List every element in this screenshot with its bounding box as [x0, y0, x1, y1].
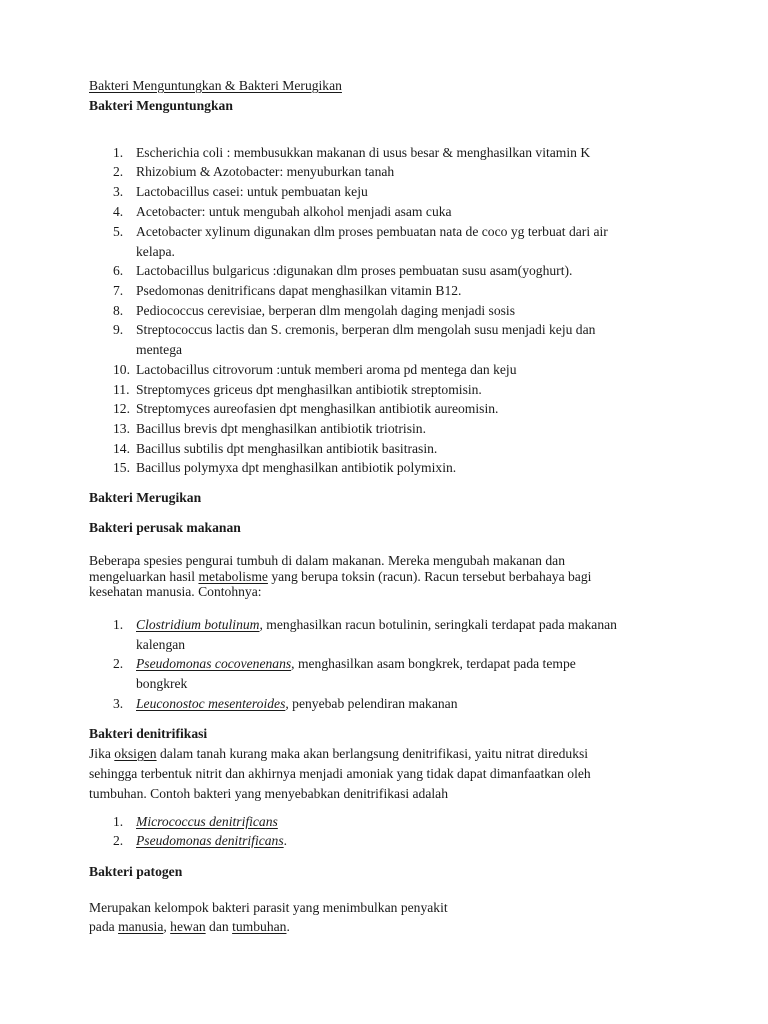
tumbuhan-link[interactable]: tumbuhan [232, 919, 287, 934]
document-title: Bakteri Menguntungkan & Bakteri Merugikan [89, 78, 342, 93]
list-item: 13. Bacillus brevis dpt menghasilkan antibiotik triotrisin. [113, 421, 426, 436]
paragraph-line: kesehatan manusia. Contohnya: [89, 584, 262, 599]
list-item: 11. Streptomyces griceus dpt menghasilkan antibiotik streptomisin. [113, 382, 482, 397]
hewan-link[interactable]: hewan [170, 919, 206, 934]
list-item-continuation: kelapa. [136, 244, 175, 259]
subheading-patogen: Bakteri patogen [89, 864, 183, 879]
oksigen-link[interactable]: oksigen [114, 746, 157, 761]
list-item: 14. Bacillus subtilis dpt menghasilkan antibiotik basitrasin. [113, 441, 438, 456]
paragraph-line: pada manusia, hewan dan tumbuhan. [89, 919, 290, 934]
list-item: 1. Micrococcus denitrificans [113, 814, 278, 829]
list-item: 4. Acetobacter: untuk mengubah alkohol menjadi asam cuka [113, 204, 452, 219]
section-heading-merugikan: Bakteri Merugikan [89, 490, 202, 505]
paragraph-line: sehingga terbentuk nitrit dan akhirnya menjadi amoniak yang tidak dapat dimanfaatkan oleh [89, 766, 591, 781]
subheading-denitrifikasi: Bakteri denitrifikasi [89, 726, 208, 741]
list-item-continuation: bongkrek [136, 676, 188, 691]
list-item: 15. Bacillus polymyxa dpt menghasilkan antibiotik polymixin. [113, 460, 457, 475]
paragraph-line: Merupakan kelompok bakteri parasit yang menimbulkan penyakit [89, 900, 448, 915]
paragraph-line: tumbuhan. Contoh bakteri yang menyebabkan denitrifikasi adalah [89, 786, 448, 801]
list-item: 10. Lactobacillus citrovorum :untuk memberi aroma pd mentega dan keju [113, 362, 517, 377]
list-item: 7. Psedomonas denitrificans dapat menghasilkan vitamin B12. [113, 283, 462, 298]
list-item: 3. Lactobacillus casei: untuk pembuatan keju [113, 184, 368, 199]
subheading-perusak-makanan: Bakteri perusak makanan [89, 520, 241, 535]
species-link[interactable]: Pseudomonas cocovenenans [136, 656, 292, 671]
list-item: 1. Escherichia coli : membusukkan makanan di usus besar & menghasilkan vitamin K [113, 145, 591, 160]
paragraph-line: mengeluarkan hasil metabolisme yang berupa toksin (racun). Racun tersebut berbahaya bagi [89, 569, 592, 584]
list-item: 8. Pediococcus cerevisiae, berperan dlm mengolah daging menjadi sosis [113, 303, 515, 318]
metabolisme-link[interactable]: metabolisme [198, 569, 268, 584]
species-link[interactable]: Leuconostoc mesenteroides [136, 696, 286, 711]
manusia-link[interactable]: manusia [118, 919, 164, 934]
species-link[interactable]: Pseudomonas denitrificans [136, 833, 284, 848]
species-link[interactable]: Clostridium botulinum [136, 617, 260, 632]
paragraph-line: Beberapa spesies pengurai tumbuh di dalam makanan. Mereka mengubah makanan dan [89, 553, 565, 568]
list-item: 2. Pseudomonas denitrificans. [113, 833, 288, 848]
list-item: 9. Streptococcus lactis dan S. cremonis, berperan dlm mengolah susu menjadi keju dan [113, 322, 596, 337]
list-item-continuation: kalengan [136, 637, 186, 652]
list-item: 5. Acetobacter xylinum digunakan dlm proses pembuatan nata de coco yg terbuat dari air [113, 224, 608, 239]
species-link[interactable]: Micrococcus denitrificans [136, 814, 278, 829]
list-item-continuation: mentega [136, 342, 183, 357]
paragraph-line: Jika oksigen dalam tanah kurang maka akan berlangsung denitrifikasi, yaitu nitrat direduksi [89, 746, 589, 761]
section-heading-menguntungkan: Bakteri Menguntungkan [89, 98, 233, 113]
list-item: 12. Streptomyces aureofasien dpt menghasilkan antibiotik aureomisin. [113, 401, 499, 416]
list-item: 2. Rhizobium & Azotobacter: menyuburkan tanah [113, 164, 395, 179]
list-item: 1. Clostridium botulinum, menghasilkan racun botulinin, seringkali terdapat pada makanan [113, 617, 617, 632]
list-item: 2. Pseudomonas cocovenenans, menghasilkan asam bongkrek, terdapat pada tempe [113, 656, 576, 671]
list-item: 6. Lactobacillus bulgaricus :digunakan dlm proses pembuatan susu asam(yoghurt). [113, 263, 573, 278]
list-item: 3. Leuconostoc mesenteroides, penyebab pelendiran makanan [113, 696, 458, 711]
